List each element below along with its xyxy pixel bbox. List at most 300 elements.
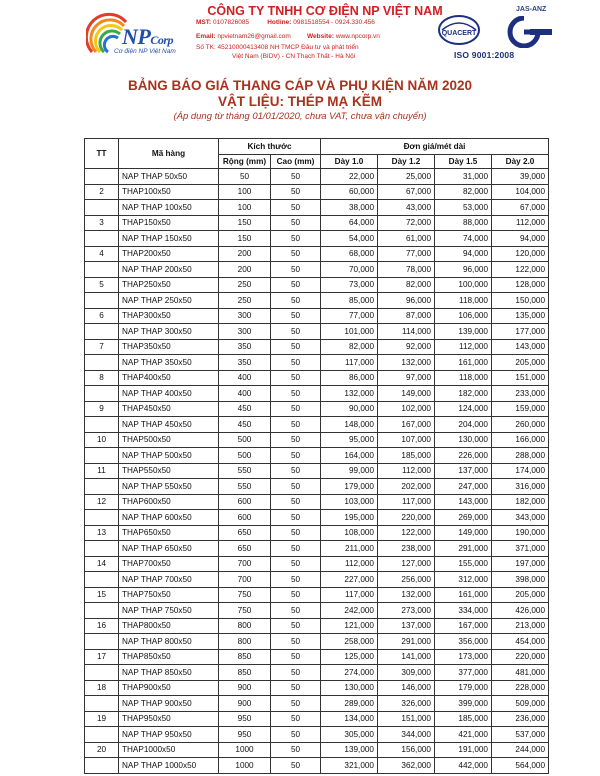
cell-price-1-5: 143,000 bbox=[435, 494, 492, 510]
quacert-label: QUACERT bbox=[441, 30, 477, 37]
cell-price-1-5: 53,000 bbox=[435, 200, 492, 216]
cell-price-1-0: 22,000 bbox=[321, 169, 378, 185]
cell-width: 450 bbox=[219, 401, 271, 417]
cell-product-code: NAP THAP 600x50 bbox=[119, 510, 219, 526]
cell-product-code: THAP200x50 bbox=[119, 246, 219, 262]
cell-product-code: NAP THAP 750x50 bbox=[119, 603, 219, 619]
cell-tt: 5 bbox=[85, 277, 119, 293]
cell-tt: 2 bbox=[85, 184, 119, 200]
cell-height: 50 bbox=[271, 742, 321, 758]
cell-price-1-5: 421,000 bbox=[435, 727, 492, 743]
cell-price-1-5: 124,000 bbox=[435, 401, 492, 417]
cell-price-1-5: 179,000 bbox=[435, 680, 492, 696]
cell-price-2-0: 288,000 bbox=[492, 448, 549, 464]
cell-product-code: NAP THAP 500x50 bbox=[119, 448, 219, 464]
cell-price-1-0: 90,000 bbox=[321, 401, 378, 417]
cell-price-1-0: 132,000 bbox=[321, 386, 378, 402]
cell-price-1-0: 64,000 bbox=[321, 215, 378, 231]
cell-price-2-0: 509,000 bbox=[492, 696, 549, 712]
cell-width: 500 bbox=[219, 432, 271, 448]
cell-price-1-5: 442,000 bbox=[435, 758, 492, 774]
cell-price-1-5: 247,000 bbox=[435, 479, 492, 495]
header-thickness-1-5: Dày 1.5 bbox=[435, 155, 492, 169]
cell-tt bbox=[85, 603, 119, 619]
cell-height: 50 bbox=[271, 494, 321, 510]
table-row bbox=[85, 572, 549, 588]
cell-width: 900 bbox=[219, 680, 271, 696]
cell-price-1-0: 148,000 bbox=[321, 417, 378, 433]
cell-height: 50 bbox=[271, 680, 321, 696]
cell-price-1-0: 305,000 bbox=[321, 727, 378, 743]
quacert-badge-icon bbox=[438, 14, 480, 46]
cell-product-code: THAP1000x50 bbox=[119, 742, 219, 758]
cell-tt: 6 bbox=[85, 308, 119, 324]
cell-width: 800 bbox=[219, 634, 271, 650]
cell-width: 400 bbox=[219, 386, 271, 402]
cell-price-1-5: 182,000 bbox=[435, 386, 492, 402]
cell-price-1-0: 117,000 bbox=[321, 587, 378, 603]
cell-product-code: THAP400x50 bbox=[119, 370, 219, 386]
cell-price-1-5: 377,000 bbox=[435, 665, 492, 681]
cell-product-code: NAP THAP 450x50 bbox=[119, 417, 219, 433]
cell-price-1-0: 321,000 bbox=[321, 758, 378, 774]
cell-product-code: NAP THAP 100x50 bbox=[119, 200, 219, 216]
cell-price-1-5: 161,000 bbox=[435, 587, 492, 603]
header-thickness-1-0: Dày 1.0 bbox=[321, 155, 378, 169]
cell-price-2-0: 112,000 bbox=[492, 215, 549, 231]
cell-tt bbox=[85, 696, 119, 712]
cell-price-1-5: 112,000 bbox=[435, 339, 492, 355]
cell-price-1-5: 149,000 bbox=[435, 525, 492, 541]
cell-price-1-5: 173,000 bbox=[435, 649, 492, 665]
cell-price-1-2: 273,000 bbox=[378, 603, 435, 619]
cell-width: 950 bbox=[219, 727, 271, 743]
cell-tt: 17 bbox=[85, 649, 119, 665]
cell-price-1-2: 107,000 bbox=[378, 432, 435, 448]
cell-width: 300 bbox=[219, 324, 271, 340]
cell-price-1-0: 195,000 bbox=[321, 510, 378, 526]
cell-price-2-0: 233,000 bbox=[492, 386, 549, 402]
cell-price-1-5: 139,000 bbox=[435, 324, 492, 340]
table-row bbox=[85, 339, 549, 355]
cell-price-2-0: 104,000 bbox=[492, 184, 549, 200]
cell-product-code: THAP100x50 bbox=[119, 184, 219, 200]
header-height: Cao (mm) bbox=[271, 155, 321, 169]
cell-width: 950 bbox=[219, 711, 271, 727]
cell-price-1-2: 291,000 bbox=[378, 634, 435, 650]
cell-price-1-0: 121,000 bbox=[321, 618, 378, 634]
cell-height: 50 bbox=[271, 634, 321, 650]
table-row bbox=[85, 634, 549, 650]
iso-label: ISO 9001:2008 bbox=[454, 50, 515, 60]
cell-price-1-2: 326,000 bbox=[378, 696, 435, 712]
cell-width: 200 bbox=[219, 262, 271, 278]
cell-price-1-5: 191,000 bbox=[435, 742, 492, 758]
cell-height: 50 bbox=[271, 200, 321, 216]
cell-price-1-2: 156,000 bbox=[378, 742, 435, 758]
cell-price-1-2: 185,000 bbox=[378, 448, 435, 464]
cell-price-1-2: 77,000 bbox=[378, 246, 435, 262]
cell-height: 50 bbox=[271, 339, 321, 355]
cell-tt bbox=[85, 417, 119, 433]
cell-width: 50 bbox=[219, 169, 271, 185]
cell-price-1-0: 179,000 bbox=[321, 479, 378, 495]
cell-price-1-5: 94,000 bbox=[435, 246, 492, 262]
cell-price-2-0: 182,000 bbox=[492, 494, 549, 510]
cell-price-2-0: 190,000 bbox=[492, 525, 549, 541]
material-subtitle: VẬT LIỆU: THÉP MẠ KẼM bbox=[217, 94, 382, 109]
table-row bbox=[85, 448, 549, 464]
table-row bbox=[85, 463, 549, 479]
header-width: Rộng (mm) bbox=[219, 155, 271, 169]
cell-height: 50 bbox=[271, 758, 321, 774]
cell-price-1-2: 151,000 bbox=[378, 711, 435, 727]
cell-price-2-0: 236,000 bbox=[492, 711, 549, 727]
table-row bbox=[85, 618, 549, 634]
cell-tt bbox=[85, 479, 119, 495]
cell-price-1-2: 72,000 bbox=[378, 215, 435, 231]
cell-price-1-0: 164,000 bbox=[321, 448, 378, 464]
header-thickness-2-0: Dày 2.0 bbox=[492, 155, 549, 169]
bank-account-line1: Số TK: 45210000413408 NH TMCP Đầu tư và phát triển bbox=[196, 44, 359, 51]
cell-width: 500 bbox=[219, 448, 271, 464]
cell-height: 50 bbox=[271, 308, 321, 324]
document-header bbox=[0, 0, 600, 66]
cell-price-1-0: 38,000 bbox=[321, 200, 378, 216]
cell-price-1-5: 161,000 bbox=[435, 355, 492, 371]
cell-width: 1000 bbox=[219, 758, 271, 774]
cell-width: 850 bbox=[219, 665, 271, 681]
cell-tt bbox=[85, 231, 119, 247]
table-row bbox=[85, 231, 549, 247]
header-name: Mã hàng bbox=[119, 139, 219, 169]
cell-price-1-5: 226,000 bbox=[435, 448, 492, 464]
cell-price-1-5: 204,000 bbox=[435, 417, 492, 433]
cell-width: 650 bbox=[219, 541, 271, 557]
cell-price-1-2: 256,000 bbox=[378, 572, 435, 588]
cell-width: 1000 bbox=[219, 742, 271, 758]
cell-price-1-0: 112,000 bbox=[321, 556, 378, 572]
table-row bbox=[85, 200, 549, 216]
cell-price-1-5: 137,000 bbox=[435, 463, 492, 479]
cell-width: 100 bbox=[219, 200, 271, 216]
table-row bbox=[85, 417, 549, 433]
cell-price-2-0: 94,000 bbox=[492, 231, 549, 247]
cell-width: 600 bbox=[219, 510, 271, 526]
cell-product-code: THAP850x50 bbox=[119, 649, 219, 665]
cell-tt bbox=[85, 634, 119, 650]
table-row bbox=[85, 665, 549, 681]
cell-height: 50 bbox=[271, 184, 321, 200]
cell-price-1-5: 130,000 bbox=[435, 432, 492, 448]
cell-tt: 8 bbox=[85, 370, 119, 386]
cell-price-1-2: 67,000 bbox=[378, 184, 435, 200]
cell-product-code: NAP THAP 800x50 bbox=[119, 634, 219, 650]
cell-price-1-5: 100,000 bbox=[435, 277, 492, 293]
cell-price-1-0: 125,000 bbox=[321, 649, 378, 665]
price-table-body bbox=[85, 169, 549, 774]
cell-height: 50 bbox=[271, 386, 321, 402]
cell-width: 200 bbox=[219, 246, 271, 262]
bank-account-line2: Việt Nam (BIDV) - CN Thạch Thất - Hà Nội bbox=[232, 53, 356, 60]
cell-height: 50 bbox=[271, 324, 321, 340]
cell-price-1-2: 97,000 bbox=[378, 370, 435, 386]
cell-price-2-0: 213,000 bbox=[492, 618, 549, 634]
cell-price-1-2: 92,000 bbox=[378, 339, 435, 355]
cell-tt bbox=[85, 386, 119, 402]
cell-price-1-5: 118,000 bbox=[435, 370, 492, 386]
cell-price-1-2: 87,000 bbox=[378, 308, 435, 324]
cell-height: 50 bbox=[271, 262, 321, 278]
cell-tt: 13 bbox=[85, 525, 119, 541]
cell-price-2-0: 426,000 bbox=[492, 603, 549, 619]
cell-tt bbox=[85, 355, 119, 371]
header-thickness-1-2: Dày 1.2 bbox=[378, 155, 435, 169]
cell-tt bbox=[85, 293, 119, 309]
cell-price-1-0: 289,000 bbox=[321, 696, 378, 712]
cell-tt: 9 bbox=[85, 401, 119, 417]
cell-tt: 18 bbox=[85, 680, 119, 696]
company-name: CÔNG TY TNHH CƠ ĐIỆN NP VIỆT NAM bbox=[207, 4, 443, 18]
cell-product-code: THAP300x50 bbox=[119, 308, 219, 324]
cell-product-code: THAP500x50 bbox=[119, 432, 219, 448]
cell-price-1-0: 108,000 bbox=[321, 525, 378, 541]
cell-width: 700 bbox=[219, 556, 271, 572]
table-row bbox=[85, 742, 549, 758]
cell-price-2-0: 481,000 bbox=[492, 665, 549, 681]
cell-price-1-0: 242,000 bbox=[321, 603, 378, 619]
cell-price-1-0: 85,000 bbox=[321, 293, 378, 309]
cell-height: 50 bbox=[271, 587, 321, 603]
cell-price-2-0: 177,000 bbox=[492, 324, 549, 340]
table-row bbox=[85, 758, 549, 774]
cell-tt: 16 bbox=[85, 618, 119, 634]
cell-price-1-2: 43,000 bbox=[378, 200, 435, 216]
table-row bbox=[85, 603, 549, 619]
cell-price-2-0: 371,000 bbox=[492, 541, 549, 557]
cell-height: 50 bbox=[271, 401, 321, 417]
cell-price-2-0: 316,000 bbox=[492, 479, 549, 495]
cell-price-1-2: 132,000 bbox=[378, 587, 435, 603]
cell-price-2-0: 128,000 bbox=[492, 277, 549, 293]
cell-price-1-0: 82,000 bbox=[321, 339, 378, 355]
cell-tt: 14 bbox=[85, 556, 119, 572]
cell-product-code: THAP750x50 bbox=[119, 587, 219, 603]
table-row bbox=[85, 370, 549, 386]
cell-price-2-0: 564,000 bbox=[492, 758, 549, 774]
cell-price-2-0: 244,000 bbox=[492, 742, 549, 758]
cell-price-1-0: 86,000 bbox=[321, 370, 378, 386]
cell-product-code: NAP THAP 250x50 bbox=[119, 293, 219, 309]
cell-product-code: THAP700x50 bbox=[119, 556, 219, 572]
cell-product-code: NAP THAP 950x50 bbox=[119, 727, 219, 743]
cell-price-1-0: 70,000 bbox=[321, 262, 378, 278]
table-row bbox=[85, 727, 549, 743]
cell-price-2-0: 398,000 bbox=[492, 572, 549, 588]
cell-tt bbox=[85, 324, 119, 340]
cell-height: 50 bbox=[271, 665, 321, 681]
cell-tt bbox=[85, 665, 119, 681]
table-row bbox=[85, 479, 549, 495]
cell-width: 150 bbox=[219, 215, 271, 231]
cell-price-1-0: 274,000 bbox=[321, 665, 378, 681]
cell-price-2-0: 67,000 bbox=[492, 200, 549, 216]
cell-product-code: THAP600x50 bbox=[119, 494, 219, 510]
header-tt: TT bbox=[85, 139, 119, 169]
cell-price-1-0: 73,000 bbox=[321, 277, 378, 293]
table-row bbox=[85, 246, 549, 262]
cell-height: 50 bbox=[271, 556, 321, 572]
cell-width: 350 bbox=[219, 339, 271, 355]
cell-price-2-0: 150,000 bbox=[492, 293, 549, 309]
cell-product-code: THAP550x50 bbox=[119, 463, 219, 479]
cell-price-2-0: 454,000 bbox=[492, 634, 549, 650]
table-row bbox=[85, 587, 549, 603]
cell-price-1-2: 220,000 bbox=[378, 510, 435, 526]
cell-height: 50 bbox=[271, 448, 321, 464]
cell-price-1-2: 238,000 bbox=[378, 541, 435, 557]
cell-price-1-5: 155,000 bbox=[435, 556, 492, 572]
cell-width: 250 bbox=[219, 293, 271, 309]
table-row bbox=[85, 649, 549, 665]
table-row bbox=[85, 293, 549, 309]
cell-price-1-5: 334,000 bbox=[435, 603, 492, 619]
cell-tt bbox=[85, 169, 119, 185]
cell-price-2-0: 537,000 bbox=[492, 727, 549, 743]
cell-tt: 20 bbox=[85, 742, 119, 758]
cell-product-code: NAP THAP 550x50 bbox=[119, 479, 219, 495]
cell-product-code: THAP900x50 bbox=[119, 680, 219, 696]
cell-price-1-5: 82,000 bbox=[435, 184, 492, 200]
cell-height: 50 bbox=[271, 649, 321, 665]
cell-width: 150 bbox=[219, 231, 271, 247]
cell-tt: 12 bbox=[85, 494, 119, 510]
cell-price-2-0: 260,000 bbox=[492, 417, 549, 433]
cell-price-1-2: 122,000 bbox=[378, 525, 435, 541]
cell-price-1-2: 202,000 bbox=[378, 479, 435, 495]
table-row bbox=[85, 277, 549, 293]
np-corp-logo bbox=[86, 12, 198, 60]
cell-height: 50 bbox=[271, 231, 321, 247]
cell-tt bbox=[85, 448, 119, 464]
cell-product-code: NAP THAP 900x50 bbox=[119, 696, 219, 712]
cell-price-2-0: 143,000 bbox=[492, 339, 549, 355]
mst-hotline-row: MST: 0107826085 Hotline: 0981518554 - 0924.330.456 bbox=[196, 19, 375, 26]
cell-price-1-2: 146,000 bbox=[378, 680, 435, 696]
table-row bbox=[85, 324, 549, 340]
cell-product-code: NAP THAP 1000x50 bbox=[119, 758, 219, 774]
cell-tt bbox=[85, 510, 119, 526]
cell-height: 50 bbox=[271, 432, 321, 448]
cell-price-1-2: 112,000 bbox=[378, 463, 435, 479]
cell-tt bbox=[85, 572, 119, 588]
header-size-group: Kích thước bbox=[219, 139, 321, 155]
cell-height: 50 bbox=[271, 277, 321, 293]
cell-product-code: NAP THAP 200x50 bbox=[119, 262, 219, 278]
cell-width: 700 bbox=[219, 572, 271, 588]
cell-product-code: THAP650x50 bbox=[119, 525, 219, 541]
cell-price-1-5: 96,000 bbox=[435, 262, 492, 278]
cell-height: 50 bbox=[271, 618, 321, 634]
cell-price-1-5: 291,000 bbox=[435, 541, 492, 557]
cell-width: 100 bbox=[219, 184, 271, 200]
cell-price-1-5: 399,000 bbox=[435, 696, 492, 712]
cell-height: 50 bbox=[271, 293, 321, 309]
table-row bbox=[85, 355, 549, 371]
cell-price-2-0: 205,000 bbox=[492, 355, 549, 371]
cell-height: 50 bbox=[271, 711, 321, 727]
cell-price-1-5: 118,000 bbox=[435, 293, 492, 309]
cell-tt: 11 bbox=[85, 463, 119, 479]
cell-product-code: NAP THAP 700x50 bbox=[119, 572, 219, 588]
cell-width: 650 bbox=[219, 525, 271, 541]
cell-tt: 10 bbox=[85, 432, 119, 448]
cell-height: 50 bbox=[271, 603, 321, 619]
cell-price-1-2: 114,000 bbox=[378, 324, 435, 340]
cell-price-1-2: 141,000 bbox=[378, 649, 435, 665]
cell-price-1-0: 60,000 bbox=[321, 184, 378, 200]
table-row bbox=[85, 262, 549, 278]
cell-price-1-5: 356,000 bbox=[435, 634, 492, 650]
cell-price-1-5: 31,000 bbox=[435, 169, 492, 185]
table-row bbox=[85, 215, 549, 231]
cell-price-1-0: 99,000 bbox=[321, 463, 378, 479]
cell-price-2-0: 166,000 bbox=[492, 432, 549, 448]
cell-price-2-0: 343,000 bbox=[492, 510, 549, 526]
table-row bbox=[85, 711, 549, 727]
cell-width: 600 bbox=[219, 494, 271, 510]
cell-product-code: THAP250x50 bbox=[119, 277, 219, 293]
cell-height: 50 bbox=[271, 510, 321, 526]
email-website-row: Email: npvietnam26@gmail.com Website: www.npcorp.vn bbox=[196, 33, 380, 40]
cell-tt: 3 bbox=[85, 215, 119, 231]
cell-price-1-0: 101,000 bbox=[321, 324, 378, 340]
cell-height: 50 bbox=[271, 355, 321, 371]
table-row bbox=[85, 432, 549, 448]
cell-price-1-0: 95,000 bbox=[321, 432, 378, 448]
table-row bbox=[85, 169, 549, 185]
cell-price-1-0: 130,000 bbox=[321, 680, 378, 696]
table-row bbox=[85, 525, 549, 541]
cell-height: 50 bbox=[271, 370, 321, 386]
cell-price-2-0: 220,000 bbox=[492, 649, 549, 665]
cell-product-code: NAP THAP 350x50 bbox=[119, 355, 219, 371]
cell-price-1-2: 82,000 bbox=[378, 277, 435, 293]
cell-width: 300 bbox=[219, 308, 271, 324]
cell-height: 50 bbox=[271, 246, 321, 262]
cell-product-code: THAP150x50 bbox=[119, 215, 219, 231]
header-price-group: Đơn giá/mét dài bbox=[321, 139, 549, 155]
table-row bbox=[85, 184, 549, 200]
logo-subtitle: Cơ điện NP Việt Nam bbox=[114, 48, 176, 55]
cell-price-1-5: 269,000 bbox=[435, 510, 492, 526]
cell-price-1-0: 258,000 bbox=[321, 634, 378, 650]
cell-tt bbox=[85, 758, 119, 774]
cell-width: 550 bbox=[219, 463, 271, 479]
cell-tt: 4 bbox=[85, 246, 119, 262]
cell-height: 50 bbox=[271, 541, 321, 557]
table-row bbox=[85, 401, 549, 417]
cell-price-1-5: 88,000 bbox=[435, 215, 492, 231]
cell-height: 50 bbox=[271, 463, 321, 479]
cell-tt bbox=[85, 262, 119, 278]
cell-price-1-0: 77,000 bbox=[321, 308, 378, 324]
cell-product-code: THAP800x50 bbox=[119, 618, 219, 634]
cell-product-code: NAP THAP 300x50 bbox=[119, 324, 219, 340]
cell-width: 800 bbox=[219, 618, 271, 634]
cell-width: 250 bbox=[219, 277, 271, 293]
cell-price-1-0: 103,000 bbox=[321, 494, 378, 510]
